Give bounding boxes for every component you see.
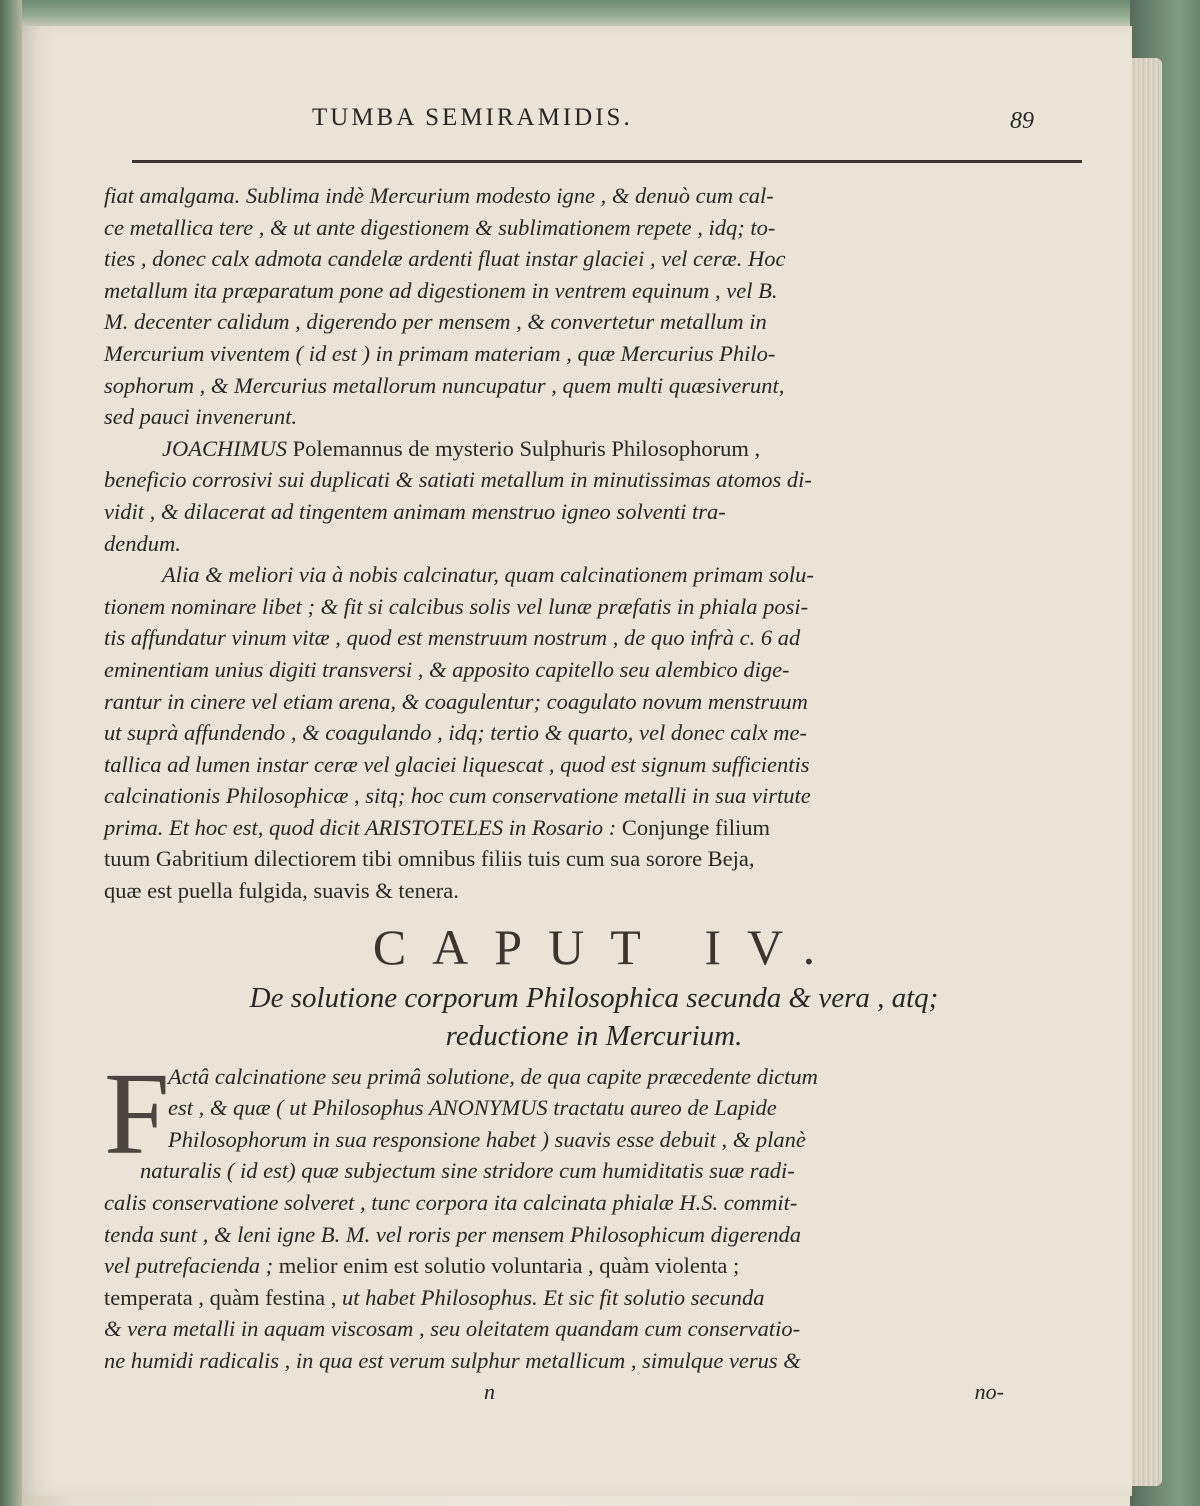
text-line: M. decenter calidum , digerendo per mensem , & convertetur metallum in xyxy=(104,309,767,335)
text-line xyxy=(104,812,1084,844)
catchword: no- xyxy=(974,1378,1004,1404)
text-line: tis affundatur vinum vitæ , quod est menstruum nostrum , de quo infrà c. 6 ad xyxy=(104,625,801,651)
text-span: ut habet Philosophus. Et sic fit solutio secunda xyxy=(342,1284,765,1310)
text-line: tallica ad lumen instar ceræ vel glaciei liquescat , quod est signum sufficientis xyxy=(104,751,810,777)
book-spine-edge xyxy=(0,0,22,1506)
page-edges xyxy=(1130,58,1162,1486)
text-line: fiat amalgama. Sublima indè Mercurium modesto igne , & denuò cum cal- xyxy=(104,183,774,208)
text-line: Actâ calcinatione seu primâ solutione, de qua capite præcedente dictum xyxy=(168,1063,818,1089)
page-footer xyxy=(104,1377,1084,1409)
text-span: prima. Et hoc est, quod dicit ARISTOTELES in Rosario : xyxy=(104,814,622,840)
author-name: JOACHIMUS xyxy=(162,435,287,461)
text-line: ne humidi radicalis , in qua est verum sulphur metallicum , simulque verus & xyxy=(104,1348,801,1373)
text-line: dendum. xyxy=(104,530,181,556)
text-line: est , & quæ ( ut Philosophus ANONYMUS tractatu aureo de Lapide xyxy=(168,1095,777,1121)
signature-mark: n xyxy=(484,1378,495,1404)
chapter-subtitle-line: reductione in Mercurium. xyxy=(445,1019,743,1052)
text-line: vidit , & dilacerat ad tingentem animam menstruo igneo solventi tra- xyxy=(104,498,726,524)
text-line xyxy=(104,433,1084,465)
text-line: Alia & meliori via à nobis calcinatur, quam calcinationem primam solu- xyxy=(162,562,814,588)
text-block xyxy=(104,180,1084,1409)
running-head xyxy=(112,98,1092,138)
text-line: ties , donec calx admota candelæ ardenti fluat instar glaciei , vel ceræ. Hoc xyxy=(104,246,786,272)
text-span: temperata , quàm festina , xyxy=(104,1284,343,1310)
text-line: calis conservatione solveret , tunc corpora ita calcinata phialæ H.S. commit- xyxy=(104,1190,798,1216)
text-line xyxy=(104,1250,1084,1282)
text-span: Polemannus de mysterio Sulphuris Philosophorum , xyxy=(286,435,761,461)
text-line: eminentiam unius digiti transversi , & apposito capitello seu alembico dige- xyxy=(104,656,790,682)
text-line xyxy=(104,1282,1084,1314)
text-line: naturalis ( id est) quæ subjectum sine stridore cum humiditatis suæ radi- xyxy=(140,1158,795,1184)
text-line: metallum ita præparatum pone ad digestionem in ventrem equinum , vel B. xyxy=(104,277,778,303)
text-line: quæ est puella fulgida, suavis & tenera. xyxy=(104,878,459,904)
running-title: TUMBA SEMIRAMIDIS. xyxy=(312,104,633,131)
header-rule xyxy=(132,160,1082,163)
drop-cap: F xyxy=(104,1047,170,1179)
text-line: Mercurium viventem ( id est ) in primam materiam , quæ Mercurius Philo- xyxy=(104,340,776,366)
text-line: calcinationis Philosophicæ , sitq; hoc cum conservatione metalli in sua virtute xyxy=(104,783,811,809)
paragraph-calcination xyxy=(104,559,1084,907)
chapter-subtitle-line: De solutione corporum Philosophica secunda & vera , atq; xyxy=(249,981,939,1014)
chapter-heading: CAPUT IV. xyxy=(372,918,842,975)
text-line: rantur in cinere vel etiam arena, & coagulentur; coagulato novum menstruum xyxy=(104,688,808,714)
paragraph-solution xyxy=(104,1047,1084,1377)
text-span: melior enim est solutio voluntaria , quàm violenta ; xyxy=(278,1253,740,1279)
paragraph-continuation xyxy=(104,180,1084,433)
text-line: ut suprà affundendo , & coagulando , idq; tertio & quarto, vel donec calx me- xyxy=(104,720,808,746)
text-span: vel putrefacienda ; xyxy=(104,1253,279,1279)
text-line: tenda sunt , & leni igne B. M. vel roris per mensem Philosophicum digerenda xyxy=(104,1221,801,1247)
paragraph-joachimus xyxy=(104,433,1084,559)
text-span: Conjunge filium xyxy=(621,814,771,840)
text-line: Philosophorum in sua responsione habet ) suavis esse debuit , & planè xyxy=(168,1126,806,1152)
book-page xyxy=(22,26,1132,1496)
text-line: beneficio corrosivi sui duplicati & satiati metallum in minutissimas atomos di- xyxy=(104,467,812,493)
page-number: 89 xyxy=(1010,108,1034,134)
text-line: & vera metalli in aquam viscosam , seu oleitatem quandam cum conservatio- xyxy=(104,1316,801,1342)
text-line: tuum Gabritium dilectiorem tibi omnibus filiis tuis cum sua sorore Beja, xyxy=(104,846,755,872)
text-line: sed pauci invenerunt. xyxy=(104,404,298,430)
text-line: sophorum , & Mercurius metallorum nuncupatur , quem multi quæsiverunt, xyxy=(104,372,785,398)
text-line: tionem nominare libet ; & fit si calcibus solis vel lunæ præfatis in phiala posi- xyxy=(104,593,809,619)
text-line: ce metallica tere , & ut ante digestionem & sublimationem repete , idq; to- xyxy=(104,214,776,240)
